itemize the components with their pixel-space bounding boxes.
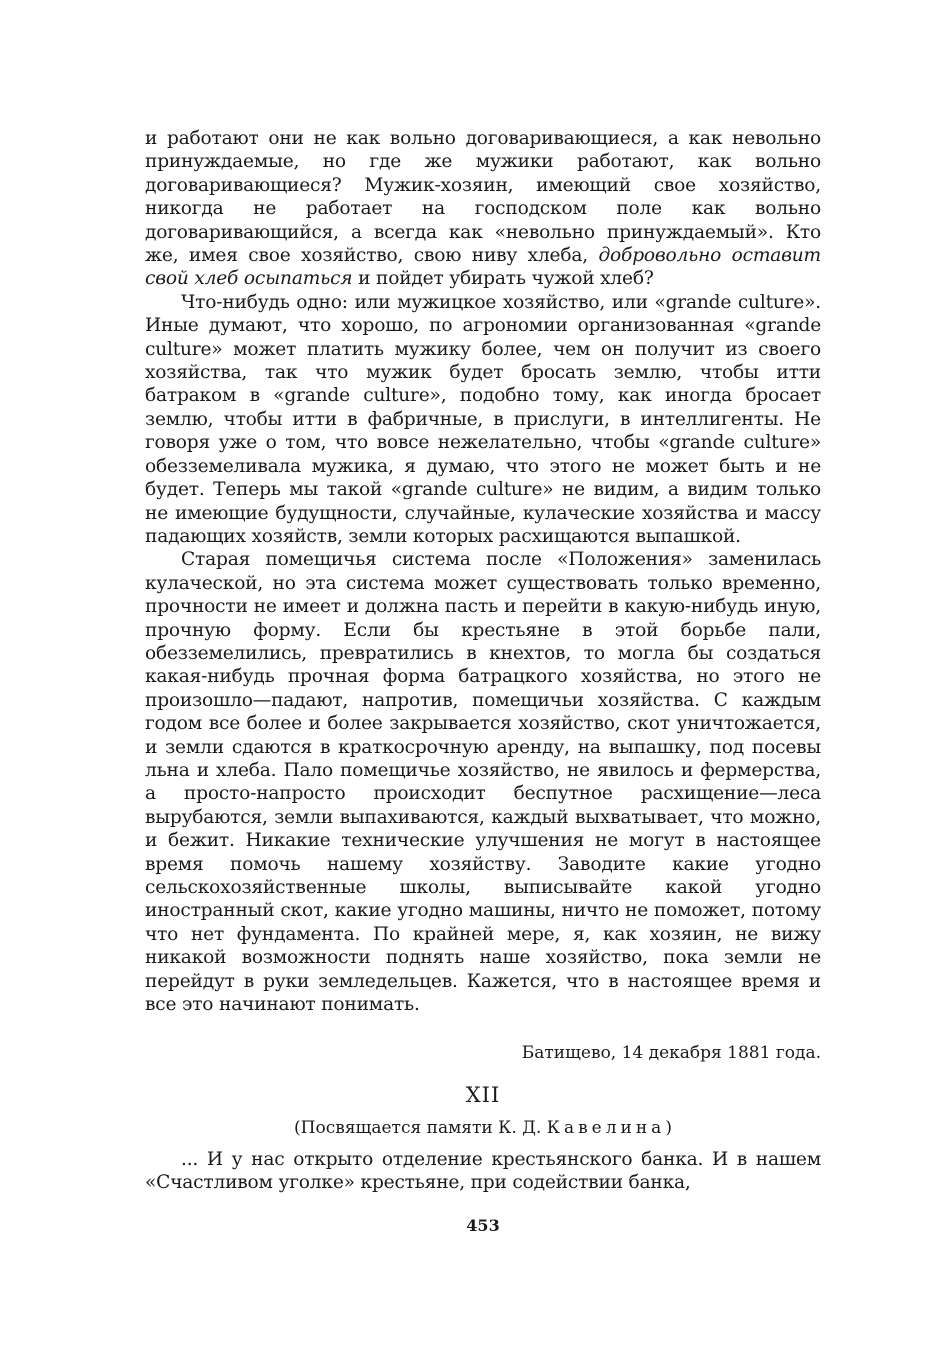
paragraph-2: Что-нибудь одно: или мужицкое хозяйство, или «grande culture». Иные думают, что хорошо, по агрономии организованная «grande culture» может платить мужику более, чем он получит из своего хозяйства, так что мужик будет бросать землю, чтобы итти батраком в «grande culture», подобно тому, как иногда бросает землю, чтобы итти в фабричные, в прислуги, в интеллигенты. Не говоря уже о том, что вовсе нежелательно, чтобы «grande culture» обезземеливала мужика, я думаю, что этого не может быть и не будет. Теперь мы такой «grande culture» не видим, а видим только не имеющие будущности, случайные, кулаческие хозяйства и массу падающих хозяйств, земли которых расхищаются выпашкой.: [145, 291, 821, 547]
signature-date: Батищево, 14 декабря 1881 года.: [521, 1043, 821, 1063]
paragraph-1: [145, 127, 821, 291]
dedication-initials: К. Д.: [498, 1118, 542, 1138]
paragraph-1-italic: добровольно оставит свой хлеб осыпаться: [145, 245, 821, 290]
dedication: [145, 1117, 821, 1139]
dedication-name: Кавелина: [546, 1118, 666, 1138]
dedication-prefix: (Посвящается памяти: [294, 1118, 493, 1138]
paragraph-4: ... И у нас открыто отделение крестьянского банка. И в нашем «Счастливом уголке» крестьяне, при содействии банка,: [145, 1149, 821, 1194]
page-number: 453: [466, 1216, 500, 1235]
main-text: [145, 127, 821, 1016]
paragraph-3: Старая помещичья система после «Положения» заменилась кулаческой, но эта система может существовать только временно, прочности не имеет и должна пасть и перейти в какую-нибудь иную, прочную форму. Если бы крестьяне в этой борьбе пали, обезземелились, превратились в кнехтов, то могла бы создаться какая-нибудь прочная форма батрацкого хозяйства, но этого не произошло—падают, напротив, помещичьи хозяйства. С каждым годом все более и более закрывается хозяйство, скот уничтожается, и земли сдаются в краткосрочную аренду, на выпашку, под посевы льна и хлеба. Пало помещичье хозяйство, не явилось и фермерства, а просто-напросто происходит беспутное расхищение—леса вырубаются, земли выпахиваются, каждый выхватывает, что можно, и бежит. Никакие технические улучшения не могут в настоящее время помочь нашему хозяйству. Заводите какие угодно сельскохозяйственные школы, выписывайте какой угодно иностранный скот, какие угодно машины, ничто не поможет, потому что нет фундамента. По крайней мере, я, как хозяин, не вижу никакой возможности поднять наше хозяйство, пока земли не перейдут в руки земледельцев. Кажется, что в настоящее время и все это начинают понимать.: [145, 549, 821, 1016]
paragraph-1-text: и работают они не как вольно договаривающиеся, а как невольно принуждаемые, но где же мужики работают, как вольно договаривающиеся? Мужик-хозяин, имеющий свое хозяйство, никогда не работает на господском поле как вольно договаривающийся, а всегда как «невольно принуждаемый». Кто же, имея свое хозяйство, свою ниву хлеба,: [145, 128, 821, 267]
chapter-text: [145, 1148, 821, 1195]
dedication-suffix: ): [665, 1118, 672, 1138]
paragraph-1-end: и пойдет убирать чужой хлеб?: [358, 268, 654, 290]
chapter-title: XII: [465, 1083, 501, 1107]
